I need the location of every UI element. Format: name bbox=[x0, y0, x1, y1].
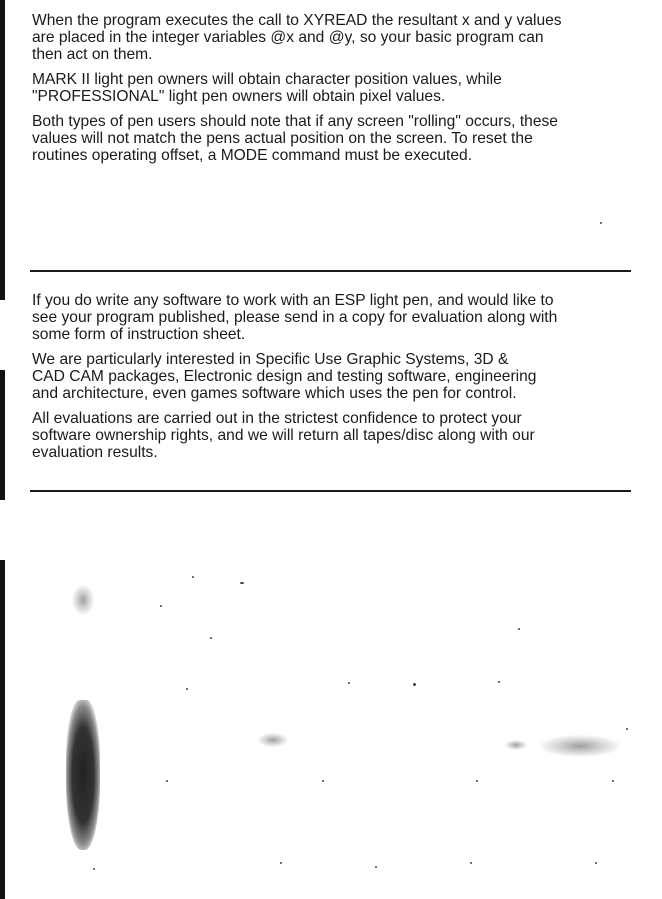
paragraph-interests: We are particularly interested in Specific Use Graphic Systems, 3D & CAD CAM packages, Electronic design and testing software, engineering and architecture, even games software which uses the pen for control. bbox=[32, 351, 537, 402]
scan-speck bbox=[322, 780, 324, 782]
scan-speck bbox=[595, 862, 597, 864]
paragraph-screen-rolling: Both types of pen users should note that if any screen "rolling" occurs, these values will not match the pens actual position on the screen. To reset the routines operating offset, a MODE command must be executed. bbox=[32, 113, 558, 164]
scan-speck bbox=[93, 868, 95, 870]
scan-noise bbox=[505, 740, 527, 750]
scan-speck bbox=[192, 576, 194, 578]
scan-speck bbox=[626, 728, 628, 730]
text-section-bottom bbox=[32, 292, 636, 469]
paragraph-software-submission: If you do write any software to work with an ESP light pen, and would like to see your program published, please send in a copy for evaluation along with some form of instruction sheet. bbox=[32, 292, 558, 343]
scan-speck bbox=[280, 862, 282, 864]
scan-speck bbox=[600, 222, 602, 224]
scan-speck bbox=[160, 605, 162, 607]
paragraph-pen-models: MARK II light pen owners will obtain character position values, while "PROFESSIONAL" light pen owners will obtain pixel values. bbox=[32, 71, 502, 105]
scan-speck bbox=[186, 688, 188, 690]
scan-speck bbox=[166, 780, 168, 782]
scan-speck bbox=[518, 628, 520, 630]
scan-noise bbox=[72, 585, 94, 615]
scan-speck bbox=[498, 681, 500, 683]
text-section-top bbox=[32, 12, 636, 172]
paragraph-confidentiality: All evaluations are carried out in the strictest confidence to protect your software ownership rights, and we will return all tapes/disc along with our evaluation results. bbox=[32, 410, 535, 461]
scan-speck bbox=[240, 582, 244, 584]
page-edge-gap bbox=[0, 500, 5, 560]
page-edge-gap bbox=[0, 300, 5, 370]
scan-noise bbox=[258, 733, 288, 747]
scan-speck bbox=[348, 682, 350, 684]
ink-smudge bbox=[66, 700, 100, 850]
scan-speck bbox=[210, 637, 212, 639]
paragraph-xyread: When the program executes the call to XYREAD the resultant x and y values are placed in the integer variables @x and @y, so your basic program can then act on them. bbox=[32, 12, 562, 63]
scan-speck bbox=[413, 683, 416, 686]
scan-speck bbox=[470, 862, 472, 864]
page-edge-shadow bbox=[0, 0, 5, 899]
horizontal-divider-top bbox=[30, 270, 631, 272]
horizontal-divider-bottom bbox=[30, 490, 631, 492]
scan-noise bbox=[540, 735, 620, 757]
scan-speck bbox=[612, 780, 614, 782]
scan-speck bbox=[375, 866, 377, 868]
scan-speck bbox=[476, 780, 478, 782]
